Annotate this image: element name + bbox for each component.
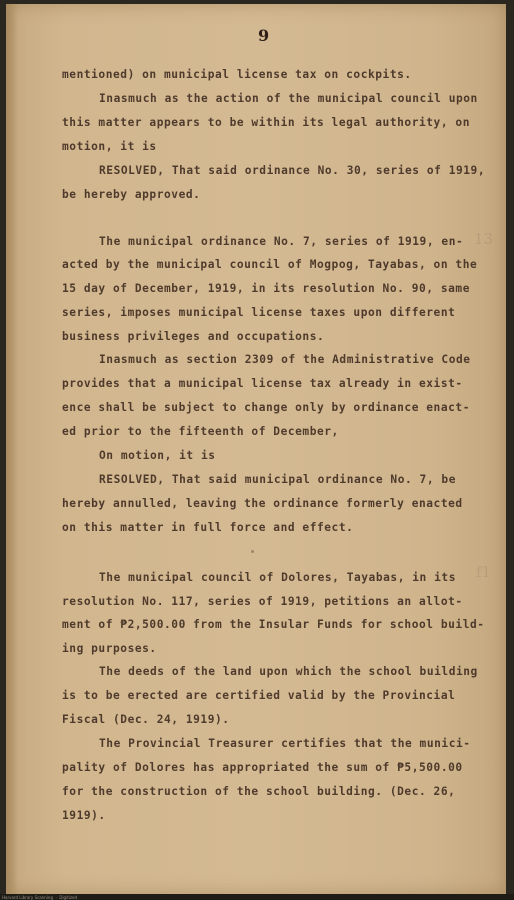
text-line: ence shall be subject to change only by ordinance enact- <box>62 401 470 414</box>
text-line: resolution No. 117, series of 1919, petitions an allot- <box>62 595 463 608</box>
stain-dot <box>251 550 254 553</box>
text-line: ment of ₱2,500.00 from the Insular Funds for school build- <box>62 618 485 631</box>
scanner-footer-text: Harvard Library Scanning · Digitized <box>2 895 77 900</box>
page-edge-shadow <box>6 4 18 894</box>
text-line: The deeds of the land upon which the school building <box>99 665 478 678</box>
text-line: hereby annulled, leaving the ordinance formerly enacted <box>62 497 463 510</box>
text-line: series, imposes municipal license taxes upon different <box>62 306 456 319</box>
text-line: On motion, it is <box>99 449 216 462</box>
text-line: be hereby approved. <box>62 188 201 201</box>
text-line: RESOLVED, That said ordinance No. 30, series of 1919, <box>99 164 486 177</box>
text-line: The municipal council of Dolores, Tayabas, in its <box>99 571 456 584</box>
text-line: Inasmuch as section 2309 of the Administrative Code <box>99 353 471 366</box>
text-line: Inasmuch as the action of the municipal council upon <box>99 92 478 105</box>
document-page <box>6 4 506 894</box>
text-line: 15 day of December, 1919, in its resolution No. 90, same <box>62 282 470 295</box>
margin-mark-13: 13 <box>474 230 494 248</box>
text-line: business privileges and occupations. <box>62 330 325 343</box>
text-line: Fiscal (Dec. 24, 1919). <box>62 713 230 726</box>
text-line: The municipal ordinance No. 7, series of 1919, en- <box>99 235 464 248</box>
text-line: ed prior to the fifteenth of December, <box>62 425 339 438</box>
text-line: 1919). <box>62 809 106 822</box>
text-line: is to be erected are certified valid by the Provincial <box>62 689 456 702</box>
text-line: ing purposes. <box>62 642 157 655</box>
text-line: this matter appears to be within its legal authority, on <box>62 116 470 129</box>
text-line: for the construction of the school building. (Dec. 26, <box>62 785 456 798</box>
text-line: on this matter in full force and effect. <box>62 521 354 534</box>
scanner-footer-strip <box>0 894 514 900</box>
text-line: RESOLVED, That said municipal ordinance No. 7, be <box>99 473 456 486</box>
text-line: The Provincial Treasurer certifies that the munici- <box>99 737 471 750</box>
text-line: mentioned) on municipal license tax on cockpits. <box>62 68 412 81</box>
page-number: 9 <box>258 26 270 45</box>
text-line: acted by the municipal council of Mogpog, Tayabas, on the <box>62 258 478 271</box>
text-line: pality of Dolores has appropriated the sum of ₱5,500.00 <box>62 761 463 774</box>
margin-mark-f1: f1 <box>476 563 492 581</box>
text-line: motion, it is <box>62 140 157 153</box>
text-line: provides that a municipal license tax already in exist- <box>62 377 463 390</box>
